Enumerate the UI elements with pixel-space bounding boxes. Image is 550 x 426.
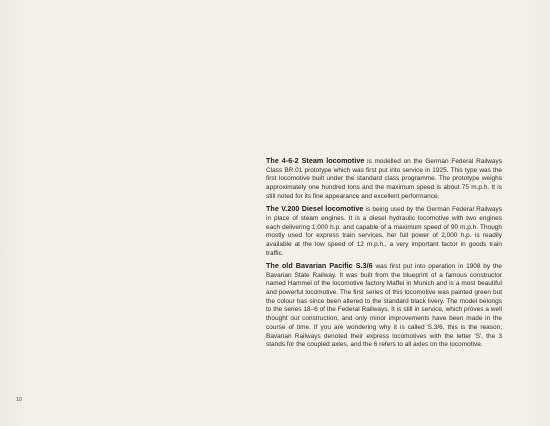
paragraph-heading: The V.200 Diesel locomotive [266,204,364,214]
paragraph-diesel-locomotive [266,205,502,258]
paragraph-heading: The 4-6-2 Steam locomotive [266,156,365,165]
article-text [266,157,502,354]
page-number: 10 [16,397,23,403]
paragraph-body: was first put into operation in 1908 by the Bavarian State Railway. It was built from the blueprint of a famous constructor named Hammel of the locomotive factory Maffei in Munich and is a most beautiful and powerful locomotive. The first series of this locomotive was painted green but the colour has since been altered to the standard black livery. The model belongs to the series 18–6 of the Federal Railways. It is still in service, which proves a well thought out construction, and only minor improvements have been made in the course of time. If you are wondering why it is called S.3/6, this is the reason; Bavarian Railways denoted their express locomotives with the letter 'S', the 3 stands for the coupled axles, and the 6 refers to all axles on the locomotive. [266,262,503,349]
paragraph-bavarian-pacific [266,262,502,350]
paragraph-body: is modelled on the German Federal Railways Class BR.01 prototype which was first put into service in 1925. This type was the first locomotive built under the standard class programme. The prototype weighs approximately one hundred tons and the maximum speed is about 75 m.p.h. It is still noted for its fine appearance and excellent performance. [266,158,502,200]
paragraph-steam-locomotive [266,157,502,202]
paragraph-heading: The old Bavarian Pacific S.3/6 [266,260,373,270]
paragraph-body: is being used by the German Federal Railways in place of steam engines. It is a diesel hydraulic locomotive with two engines each delivering 1,000 h.p. and capable of a maximum speed of 90 m.p.h. Though mostly used for express train services, her full power of 2,000 h.p. is readily available at the low speed of 12 m.p.h., a very important factor in goods train traffic. [266,206,502,257]
